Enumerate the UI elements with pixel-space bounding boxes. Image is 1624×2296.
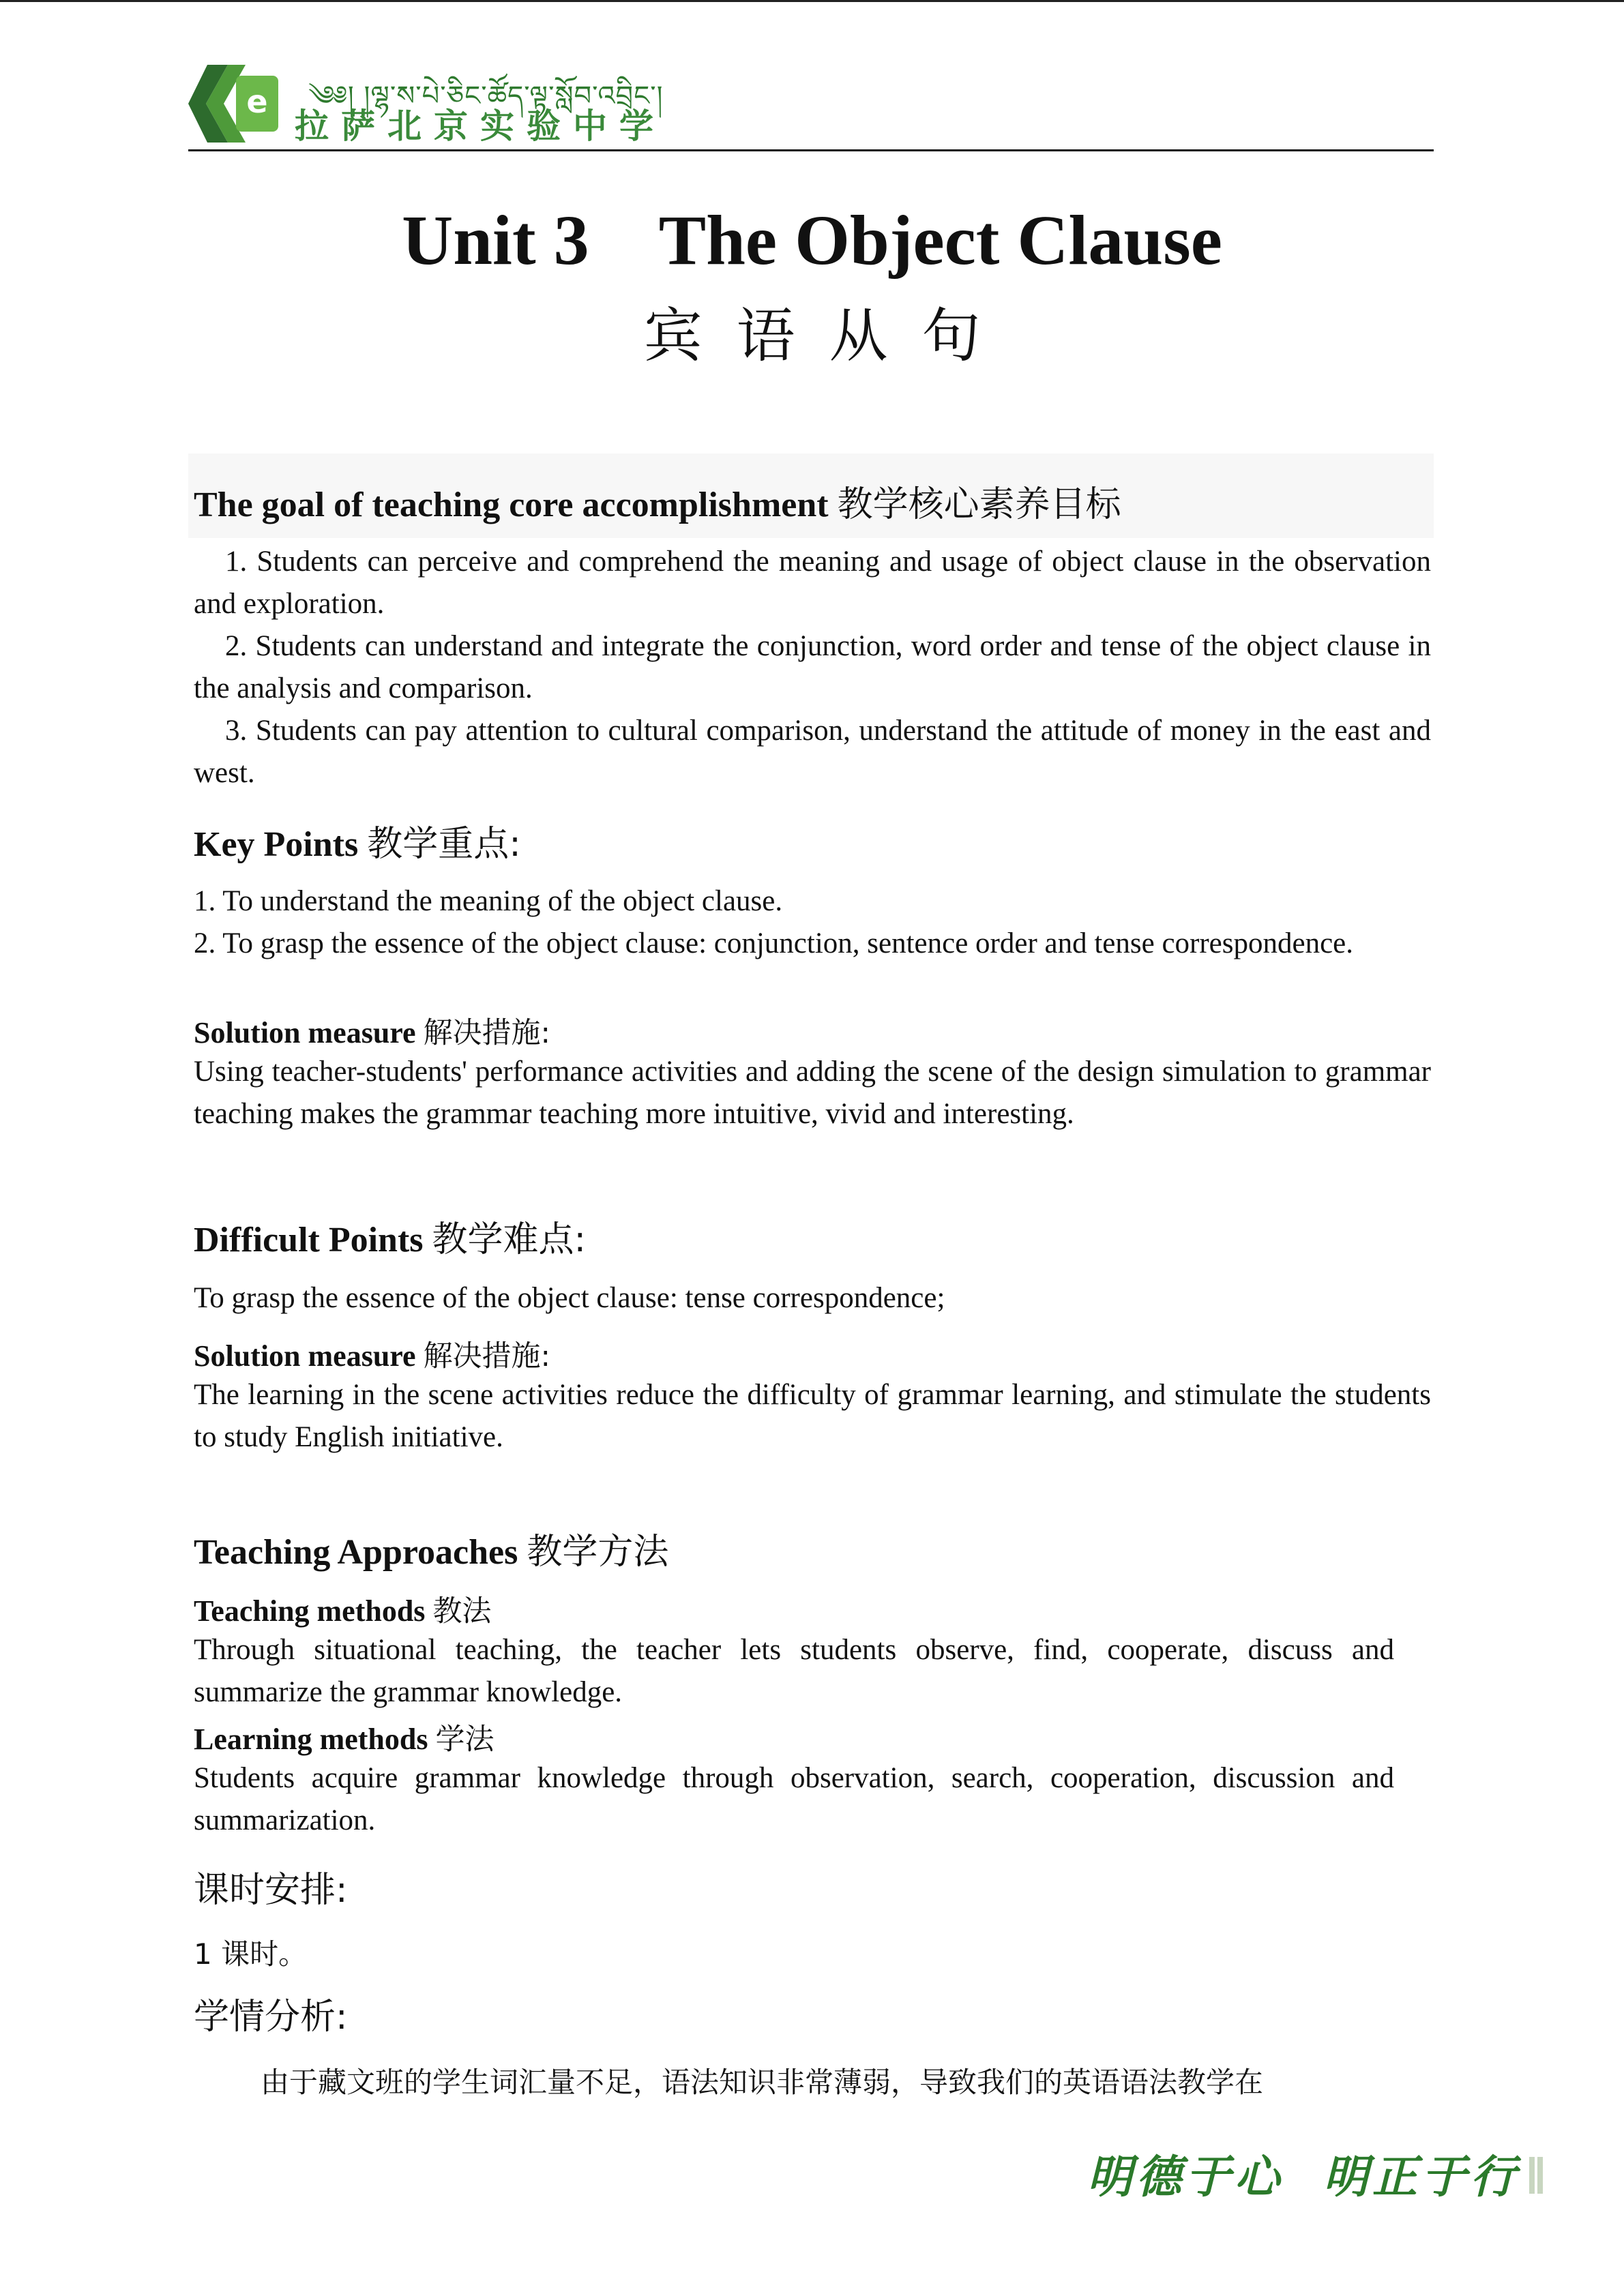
difficult-points-heading-cn: 教学难点: [432, 1219, 587, 1260]
approaches-heading [194, 1523, 668, 1574]
difficult-points-heading-en: Difficult Points [194, 1221, 424, 1259]
key-solution-label [194, 1010, 550, 1052]
analysis-text: 由于藏文班的学生词汇量不足，语法知识非常薄弱，导致我们的英语语法教学在 [261, 2066, 1264, 2099]
approaches-heading-cn: 教学方法 [527, 1532, 669, 1572]
analysis-heading: 学情分析: [194, 1997, 348, 2038]
key-points-heading-en: Key Points [194, 825, 359, 864]
difficult-points-heading [194, 1210, 586, 1262]
learning-methods-text: Students acquire grammar knowledge through observation, search, cooperation, discussion and summarization. [194, 1762, 1394, 1836]
key-points-heading-cn: 教学重点: [367, 824, 521, 865]
page-subtitle: 宾语从句 [643, 302, 1015, 370]
key-solution-label-en: Solution measure [194, 1016, 416, 1049]
school-logo-icon [188, 61, 281, 147]
key-point-1: 1. To understand the meaning of the object clause. [194, 885, 783, 917]
approaches-heading-en: Teaching Approaches [194, 1533, 518, 1572]
school-motto: 明德于心 明正于行 [1087, 2150, 1520, 2203]
goal-heading-en: The goal of teaching core accomplishment [194, 486, 829, 524]
learning-methods-label [194, 1716, 494, 1758]
schedule-text: 1 课时。 [194, 1937, 308, 1971]
schedule-heading: 课时安排: [194, 1870, 348, 1911]
difficult-solution-text: The learning in the scene activities reduce the difficulty of grammar learning, and stimulate the students to study English initiative. [194, 1379, 1431, 1453]
difficult-solution-label-en: Solution measure [194, 1339, 416, 1373]
teaching-methods-label-en: Teaching methods [194, 1594, 426, 1628]
key-solution-text: Using teacher-students' performance activities and adding the scene of the design simulation to grammar teaching makes the grammar teaching more intuitive, vivid and interesting. [194, 1056, 1431, 1130]
page-title: Unit 3 The Object Clause [402, 201, 1222, 280]
teaching-methods-label-cn: 教法 [432, 1594, 492, 1628]
teaching-methods-text: Through situational teaching, the teacher lets students observe, find, cooperate, discuss and summarize the grammar knowledge. [194, 1634, 1394, 1708]
learning-methods-label-en: Learning methods [194, 1723, 428, 1756]
goal-heading-cn: 教学核心素养目标 [837, 484, 1121, 525]
school-name-tibetan: ༄༅། །ལྷ་ས་པེ་ཅིང་ཚོད་ལྟ་སློབ་འབྲིང་། [308, 80, 664, 112]
key-point-2: 2. To grasp the essence of the object clause: conjunction, sentence order and tense correspondence. [194, 927, 1354, 959]
learning-methods-label-cn: 学法 [435, 1723, 494, 1757]
difficult-solution-label-cn: 解决措施: [423, 1339, 551, 1373]
key-points-heading [194, 815, 521, 866]
goal-item-2: 2. Students can understand and integrate the conjunction, word order and tense of the object clause in the analysis and comparison. [194, 630, 1431, 704]
difficult-point-text: To grasp the essence of the object clause: tense correspondence; [194, 1282, 945, 1314]
header-divider [188, 149, 1434, 151]
teaching-methods-label [194, 1588, 491, 1630]
difficult-solution-label [194, 1333, 550, 1375]
goal-heading [194, 475, 1121, 526]
key-solution-label-cn: 解决措施: [423, 1016, 551, 1050]
goal-item-1: 1. Students can perceive and comprehend the meaning and usage of object clause in the observation and exploration. [194, 546, 1431, 620]
school-name-chinese: 拉萨北京实验中学 [295, 106, 666, 146]
svg-text:e: e [246, 83, 268, 120]
goal-item-3: 3. Students can pay attention to cultural comparison, understand the attitude of money in the east and west. [194, 715, 1431, 789]
seal-stamp-icon [1528, 2156, 1544, 2195]
